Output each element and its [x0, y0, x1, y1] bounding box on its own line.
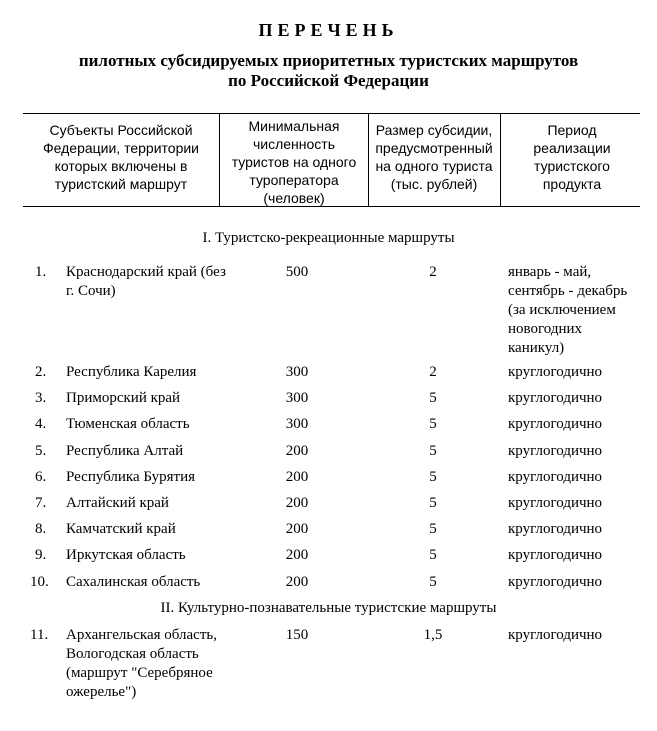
row-subsidy: 5 [429, 547, 437, 563]
row-region: Республика Карелия [66, 364, 197, 380]
row-number: 8. [35, 521, 47, 537]
document-subtitle-line-1: пилотных субсидируемых приоритетных туристских маршрутов [78, 51, 579, 70]
row-number: 5. [35, 443, 47, 459]
header-subjects: Субъекты Российской Федерации, территории которых включены в туристский маршрут [43, 122, 199, 192]
header-min-tourists: Минимальная численность туристов на одного туроператора (человек) [231, 118, 357, 206]
row-period: январь - май, сентябрь - декабрь (за исключением новогодних каникул) [508, 264, 628, 356]
row-period: круглогодично [508, 521, 603, 537]
row-number: 4. [35, 416, 47, 432]
row-region: Республика Бурятия [66, 469, 196, 485]
header-subsidy-size: Размер субсидии, предусмотренный на одного туриста (тыс. рублей) [375, 122, 493, 192]
row-number: 2. [35, 364, 47, 380]
row-region: Камчатский край [66, 521, 176, 537]
row-min-tourists: 200 [285, 469, 309, 485]
row-number: 10. [30, 574, 49, 590]
row-subsidy: 5 [429, 574, 437, 590]
row-period: круглогодично [508, 547, 603, 563]
row-number: 3. [35, 390, 47, 406]
row-region: Архангельская область, Вологодская область (маршрут "Серебряное ожерелье") [66, 627, 217, 700]
row-min-tourists: 500 [285, 264, 309, 280]
header-divider-3 [500, 113, 501, 207]
row-period: круглогодично [508, 627, 603, 643]
row-subsidy: 5 [429, 390, 437, 406]
row-min-tourists: 300 [285, 364, 309, 380]
row-subsidy: 5 [429, 469, 437, 485]
row-period: круглогодично [508, 469, 603, 485]
header-divider-2 [368, 113, 369, 207]
row-region: Сахалинская область [66, 574, 201, 590]
row-subsidy: 2 [429, 364, 437, 380]
section-heading-2: II. Культурно-познавательные туристские маршруты [160, 600, 497, 616]
row-region: Краснодарский край (без г. Сочи) [66, 264, 226, 299]
row-min-tourists: 200 [285, 443, 309, 459]
row-number: 7. [35, 495, 47, 511]
row-period: круглогодично [508, 390, 603, 406]
row-region: Республика Алтай [66, 443, 184, 459]
row-region: Иркутская область [66, 547, 186, 563]
row-period: круглогодично [508, 364, 603, 380]
row-min-tourists: 300 [285, 390, 309, 406]
row-region: Тюменская область [66, 416, 190, 432]
header-period: Период реализации туристского продукта [533, 122, 611, 192]
row-period: круглогодично [508, 495, 603, 511]
row-subsidy: 5 [429, 521, 437, 537]
row-min-tourists: 200 [285, 521, 309, 537]
table-top-border [23, 113, 640, 114]
row-period: круглогодично [508, 443, 603, 459]
row-min-tourists: 200 [285, 547, 309, 563]
header-divider-1 [219, 113, 220, 207]
row-subsidy: 5 [429, 495, 437, 511]
row-subsidy: 5 [429, 416, 437, 432]
row-subsidy: 5 [429, 443, 437, 459]
document-subtitle-line-2: по Российской Федерации [228, 71, 429, 90]
row-number: 11. [30, 627, 49, 643]
row-number: 9. [35, 547, 47, 563]
row-period: круглогодично [508, 416, 603, 432]
row-number: 1. [35, 264, 47, 280]
row-number: 6. [35, 469, 47, 485]
section-heading-1: I. Туристско-рекреационные маршруты [202, 230, 455, 246]
row-min-tourists: 150 [285, 627, 309, 643]
row-min-tourists: 300 [285, 416, 309, 432]
row-region: Алтайский край [66, 495, 169, 511]
document-title: ПЕРЕЧЕНЬ [258, 20, 399, 40]
row-region: Приморский край [66, 390, 181, 406]
row-min-tourists: 200 [285, 574, 309, 590]
row-subsidy: 1,5 [423, 627, 443, 643]
row-period: круглогодично [508, 574, 603, 590]
row-min-tourists: 200 [285, 495, 309, 511]
row-subsidy: 2 [429, 264, 437, 280]
